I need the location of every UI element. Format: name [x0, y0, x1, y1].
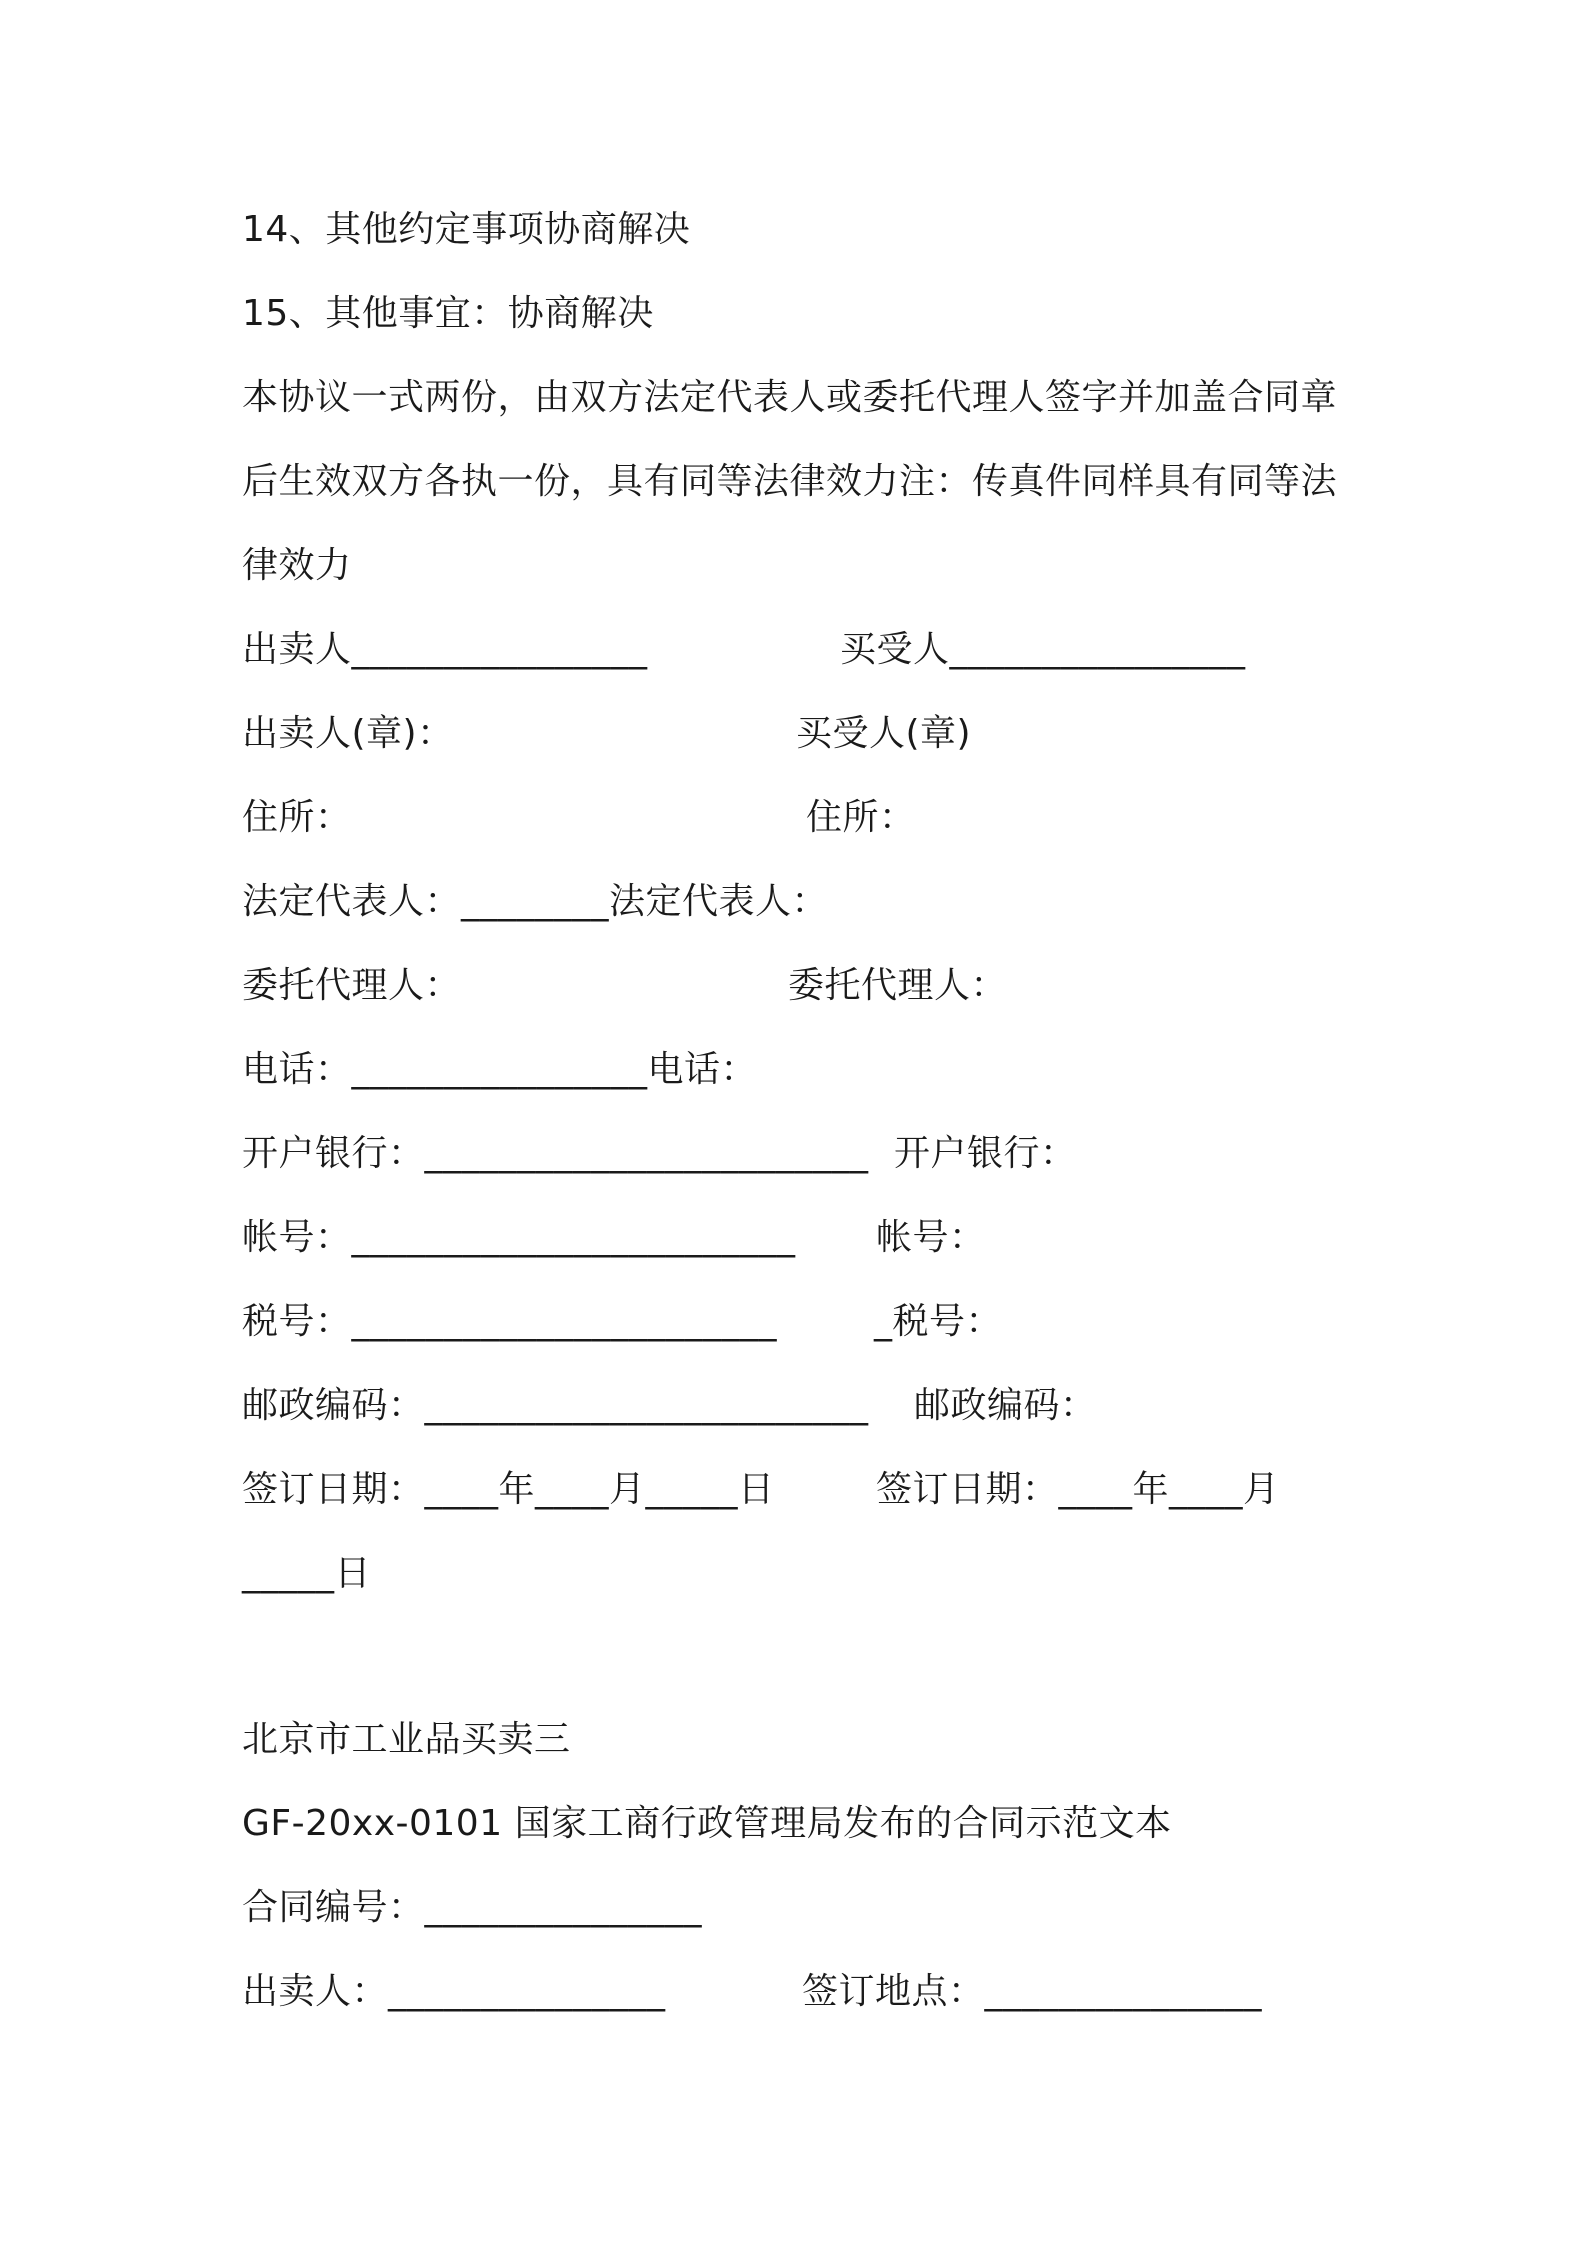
- seller-agent-label: 委托代理人：: [242, 965, 462, 1006]
- buyer-address-label: 住所：: [806, 797, 916, 838]
- seller-tax-line: 税号：_______________________: [242, 1301, 778, 1342]
- seller-seal-label: 出卖人(章)：: [242, 713, 454, 754]
- buyer-sign-date: 签订日期：____年____月: [876, 1469, 1280, 1510]
- buyer-signature-line: 买受人________________: [840, 629, 1246, 670]
- clause-14: 14、其他约定事项协商解决: [242, 209, 691, 250]
- buyer-bank-label: 开户银行：: [894, 1133, 1077, 1174]
- agreement-line-2: 后生效双方各执一份，具有同等法律效力注：传真件同样具有同等法: [242, 461, 1338, 502]
- buyer-sign-date-continued: _____日: [242, 1553, 372, 1594]
- phone-line: 电话：________________电话：: [242, 1049, 758, 1090]
- seller-signature-line: 出卖人________________: [242, 629, 648, 670]
- seller-sign-date: 签订日期：____年____月_____日: [242, 1469, 775, 1510]
- legal-representative-line: 法定代表人：________法定代表人：: [242, 881, 829, 922]
- clause-15: 15、其他事宜：协商解决: [242, 293, 654, 334]
- sign-place-line: 签订地点：_______________: [802, 1971, 1263, 2012]
- buyer-agent-label: 委托代理人：: [788, 965, 1008, 1006]
- contract-standard-code: GF-20xx-0101 国家工商行政管理局发布的合同示范文本: [242, 1803, 1172, 1844]
- buyer-account-label: 帐号：: [876, 1217, 986, 1258]
- seller-bank-line: 开户银行：________________________: [242, 1133, 869, 1174]
- buyer-postcode-label: 邮政编码：: [914, 1385, 1097, 1426]
- seller-address-label: 住所：: [242, 797, 352, 838]
- next-seller-line: 出卖人：_______________: [242, 1971, 666, 2012]
- agreement-line-1: 本协议一式两份，由双方法定代表人或委托代理人签字并加盖合同章: [242, 377, 1338, 418]
- seller-postcode-line: 邮政编码：________________________: [242, 1385, 869, 1426]
- seller-account-line: 帐号：________________________: [242, 1217, 796, 1258]
- next-contract-title: 北京市工业品买卖三: [242, 1719, 571, 1760]
- buyer-seal-label: 买受人(章): [796, 713, 972, 754]
- contract-number-line: 合同编号：_______________: [242, 1887, 703, 1928]
- buyer-tax-label: _税号：: [874, 1301, 1003, 1342]
- agreement-line-3: 律效力: [242, 545, 352, 586]
